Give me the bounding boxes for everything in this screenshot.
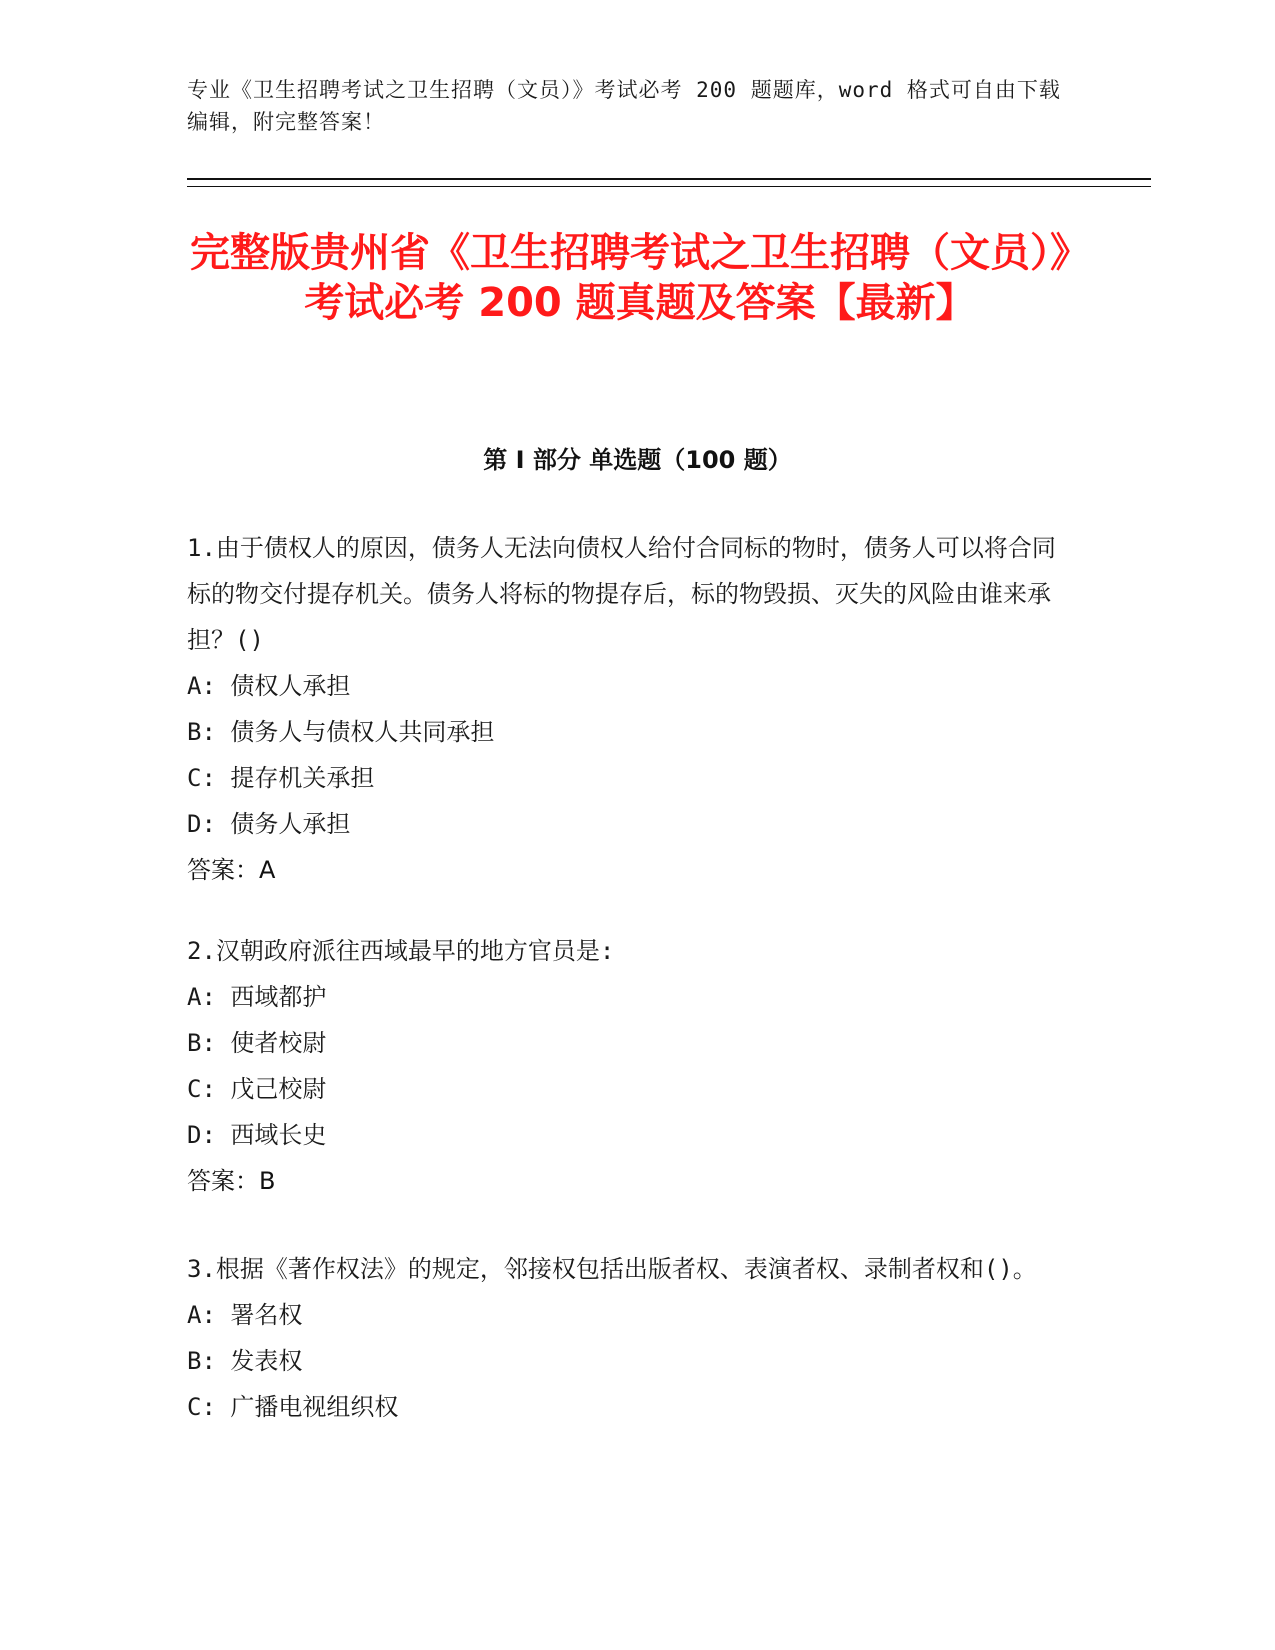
answer: 答案：A	[187, 856, 276, 884]
option-b: B: 发表权	[187, 1347, 303, 1375]
question-2	[187, 928, 1067, 1204]
option-c: C: 提存机关承担	[187, 764, 375, 792]
option-a: A: 署名权	[187, 1301, 303, 1329]
question-1	[187, 525, 1067, 893]
answer: 答案：B	[187, 1167, 276, 1195]
header-note: 专业《卫生招聘考试之卫生招聘（文员）》考试必考 200 题题库，word 格式可自由下载编辑，附完整答案！	[187, 78, 1061, 134]
header-rule-thick	[187, 178, 1151, 180]
option-c: C: 戊己校尉	[187, 1075, 327, 1103]
option-c: C: 广播电视组织权	[187, 1393, 399, 1421]
section-heading: 第 I 部分 单选题（100 题）	[483, 446, 792, 474]
option-d: D: 债务人承担	[187, 810, 351, 838]
header-rule-thin	[187, 186, 1151, 187]
document-title: 完整版贵州省《卫生招聘考试之卫生招聘（文员）》考试必考 200 题真题及答案【最新】	[190, 230, 1090, 326]
option-d: D: 西域长史	[187, 1121, 327, 1149]
option-a: A: 债权人承担	[187, 672, 351, 700]
question-3	[187, 1246, 1067, 1430]
option-b: B: 使者校尉	[187, 1029, 327, 1057]
question-stem: 1.由于债权人的原因，债务人无法向债权人给付合同标的物时，债务人可以将合同标的物交付提存机关。债务人将标的物提存后，标的物毁损、灭失的风险由谁来承担？()	[187, 534, 1056, 654]
option-a: A: 西域都护	[187, 983, 327, 1011]
question-stem: 2.汉朝政府派往西域最早的地方官员是:	[187, 937, 615, 965]
question-stem: 3.根据《著作权法》的规定，邻接权包括出版者权、表演者权、录制者权和()。	[187, 1255, 1037, 1283]
option-b: B: 债务人与债权人共同承担	[187, 718, 495, 746]
